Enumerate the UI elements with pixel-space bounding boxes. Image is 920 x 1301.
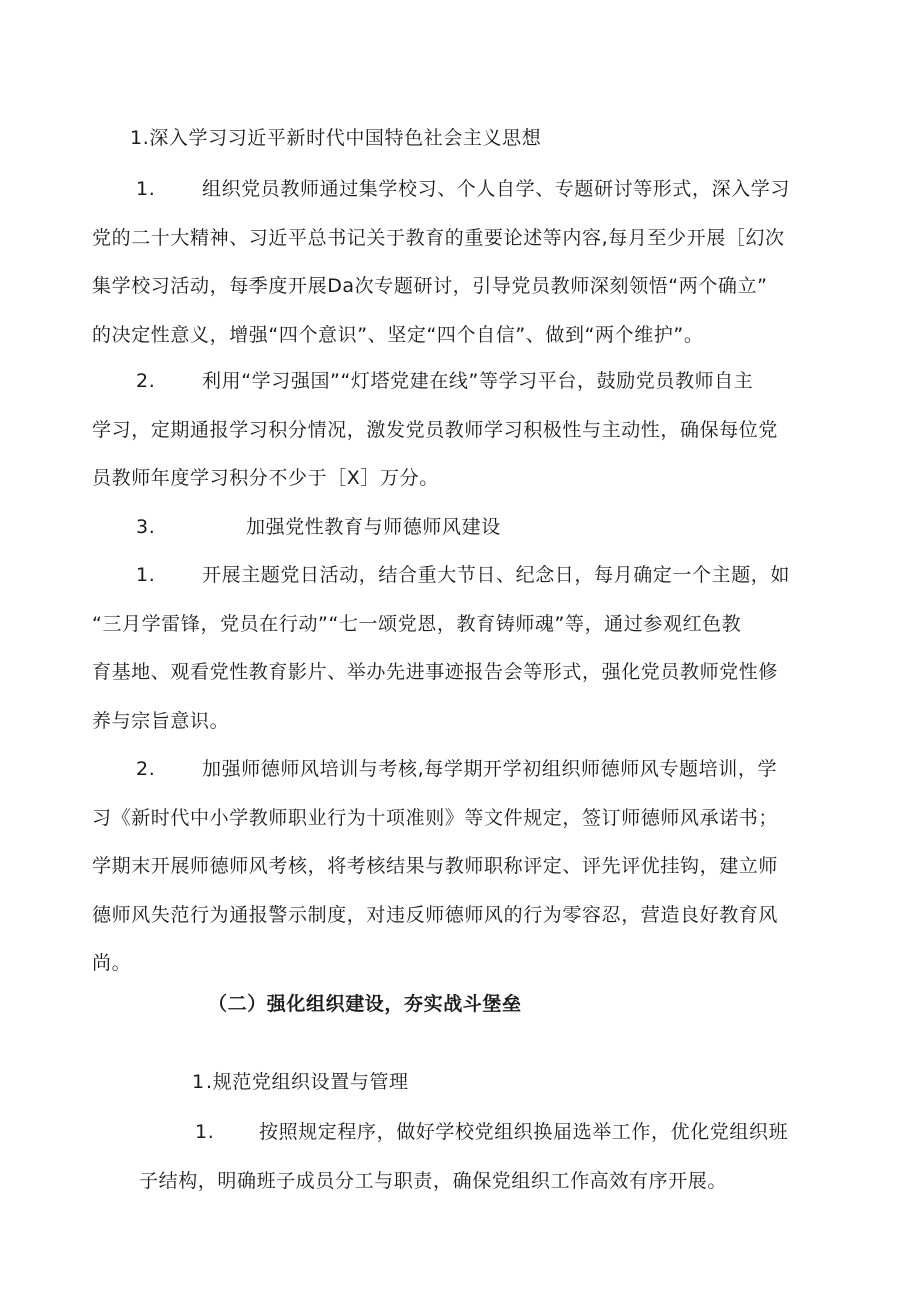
paragraph-line: 的决定性意义，增强“四个意识”、坚定“四个自信”、做到“两个维护”。 (92, 323, 704, 346)
paragraph-line: 党的二十大精神、习近平总书记关于教育的重要论述等内容,每月至少开展［幻次 (92, 226, 785, 249)
paragraph-line: 子结构，明确班子成员分工与职责，确保党组织工作高效有序开展。 (139, 1169, 728, 1192)
paragraph-line: 德师风失范行为通报警示制度，对违反师德师风的行为零容忍，营造良好教育风 (92, 903, 779, 926)
section-title-3 (92, 503, 812, 552)
paragraph-line: 育基地、观看党性教育影片、举办先进事迹报告会等形式，强化党员教师党性修 (92, 661, 779, 683)
paragraph-3-2 (92, 745, 812, 988)
item-number: 1. (136, 564, 156, 586)
paragraph-text: 加强师德师风培训与考核,每学期开学初组织师德师风专题培训，学 (202, 758, 778, 780)
paragraph-text: 按照规定程序，做好学校党组织换届选举工作，优化党组织班 (259, 1121, 789, 1143)
paragraph-line: 学习，定期通报学习积分情况，激发党员教师学习积极性与主动性，确保每位党 (92, 418, 779, 441)
subsection-title-text: .规范党组织设置与管理 (206, 1071, 409, 1093)
paragraph-line (139, 1108, 819, 1157)
item-number: 3. (136, 516, 156, 538)
section-title-line (92, 503, 812, 552)
part-heading-text: （二）强化组织建设，夯实战斗堡垒 (208, 993, 522, 1015)
part-heading (92, 980, 812, 1029)
paragraph-3-1 (92, 551, 812, 745)
item-number: 2. (136, 370, 156, 392)
item-number: 1. (195, 1121, 215, 1143)
section-title-text: 1.深入学习习近平新时代中国特色社会主义思想 (130, 127, 542, 149)
section-title-text: 加强党性教育与师德师风建设 (246, 516, 501, 538)
paragraph-line (92, 165, 812, 214)
paragraph-line (92, 357, 812, 406)
subsection-title-line (92, 1058, 812, 1107)
item-number: 1 (192, 1071, 205, 1093)
section-title-1 (92, 114, 812, 163)
paragraph-text: 组织党员教师通过集学校习、个人自学、专题研讨等形式，深入学习 (202, 178, 791, 200)
paragraph-line: 尚。 (92, 952, 132, 974)
paragraph-line: 习《新时代中小学教师职业行为十项准则》等文件规定，签订师德师风承诺书； (92, 806, 779, 829)
paragraph-line (92, 551, 812, 600)
subsection-title-1 (92, 1058, 812, 1107)
paragraph-line: 学期末开展师德师风考核，将考核结果与教师职称评定、评先评优挂钩，建立师 (92, 855, 779, 877)
paragraph-line: 员教师年度学习积分不少于［X］万分。 (92, 467, 439, 489)
item-number: 1. (136, 178, 156, 200)
paragraph-line: 集学校习活动，每季度开展Da次专题研讨，引导党员教师深刻领悟“两个确立” (92, 275, 768, 297)
paragraph-1-2 (92, 357, 812, 503)
paragraph-sub-1-1 (139, 1108, 819, 1205)
paragraph-text: 利用“学习强国”“灯塔党建在线”等学习平台，鼓励党员教师自主 (202, 370, 754, 392)
paragraph-1-1 (92, 165, 812, 359)
paragraph-line (92, 745, 812, 794)
paragraph-line: “三月学雷锋，党员在行动”“七一颂党恩，教育铸师魂”等，通过参观红色教 (92, 612, 742, 635)
item-number: 2. (136, 758, 156, 780)
paragraph-line: 养与宗旨意识。 (92, 709, 230, 732)
paragraph-text: 开展主题党日活动，结合重大节日、纪念日，每月确定一个主题，如 (202, 564, 791, 586)
